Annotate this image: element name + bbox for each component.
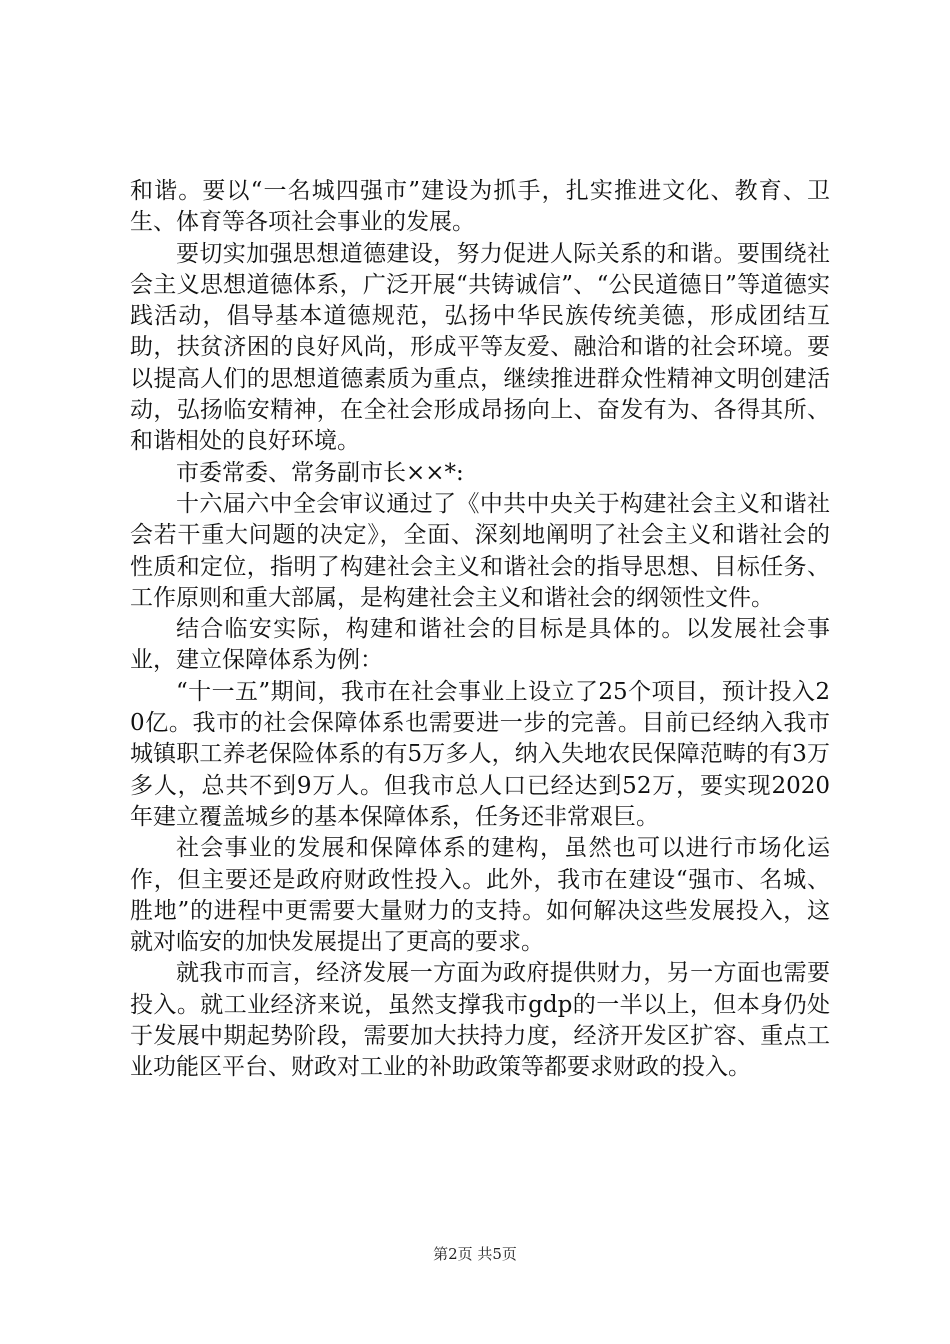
- paragraph-5: 结合临安实际，构建和谐社会的目标是具体的。以发展社会事业，建立保障体系为例：: [130, 616, 830, 674]
- paragraph-2: 要切实加强思想道德建设，努力促进人际关系的和谐。要围绕社会主义思想道德体系，广泛开展“共铸诚信”、“公民道德日”等道德实践活动，倡导基本道德规范，弘扬中华民族传统美德，形成团结互助，扶贫济困的良好风尚，形成平等友爱、融洽和谐的社会环境。要以提高人们的思想道德素质为重点，继续推进群众性精神文明创建活动，弘扬临安精神，在全社会形成昂扬向上、奋发有为、各得其所、和谐相处的良好环境。: [130, 240, 830, 455]
- paragraph-6: “十一五”期间，我市在社会事业上设立了25个项目，预计投入20亿。我市的社会保障体系也需要进一步的完善。目前已经纳入我市城镇职工养老保险体系的有5万多人，纳入失地农民保障范畴的有3万多人，总共不到9万人。但我市总人口已经达到52万，要实现2020年建立覆盖城乡的基本保障体系，任务还非常艰巨。: [130, 678, 830, 830]
- page-number-footer: 第2页 共5页: [433, 1245, 517, 1263]
- paragraph-4: 十六届六中全会审议通过了《中共中央关于构建社会主义和谐社会若干重大问题的决定》，全面、深刻地阐明了社会主义和谐社会的性质和定位，指明了构建社会主义和谐社会的指导思想、目标任务、工作原则和重大部属，是构建社会主义和谐社会的纲领性文件。: [130, 490, 830, 611]
- document-body: [130, 176, 830, 1084]
- speaker-heading: 市委常委、常务副市长××*:: [176, 459, 464, 486]
- paragraph-8: 就我市而言，经济发展一方面为政府提供财力，另一方面也需要投入。就工业经济来说，虽然支撑我市gdp的一半以上，但本身仍处于发展中期起势阶段，需要加大扶持力度，经济开发区扩容、重点工业功能区平台、财政对工业的补助政策等都要求财政的投入。: [130, 960, 830, 1081]
- paragraph-7: 社会事业的发展和保障体系的建构，虽然也可以进行市场化运作，但主要还是政府财政性投入。此外，我市在建设“强市、名城、胜地”的进程中更需要大量财力的支持。如何解决这些发展投入，这就对临安的加快发展提出了更高的要求。: [130, 835, 830, 956]
- paragraph-1: 和谐。要以“一名城四强市”建设为抓手，扎实推进文化、教育、卫生、体育等各项社会事业的发展。: [130, 178, 830, 236]
